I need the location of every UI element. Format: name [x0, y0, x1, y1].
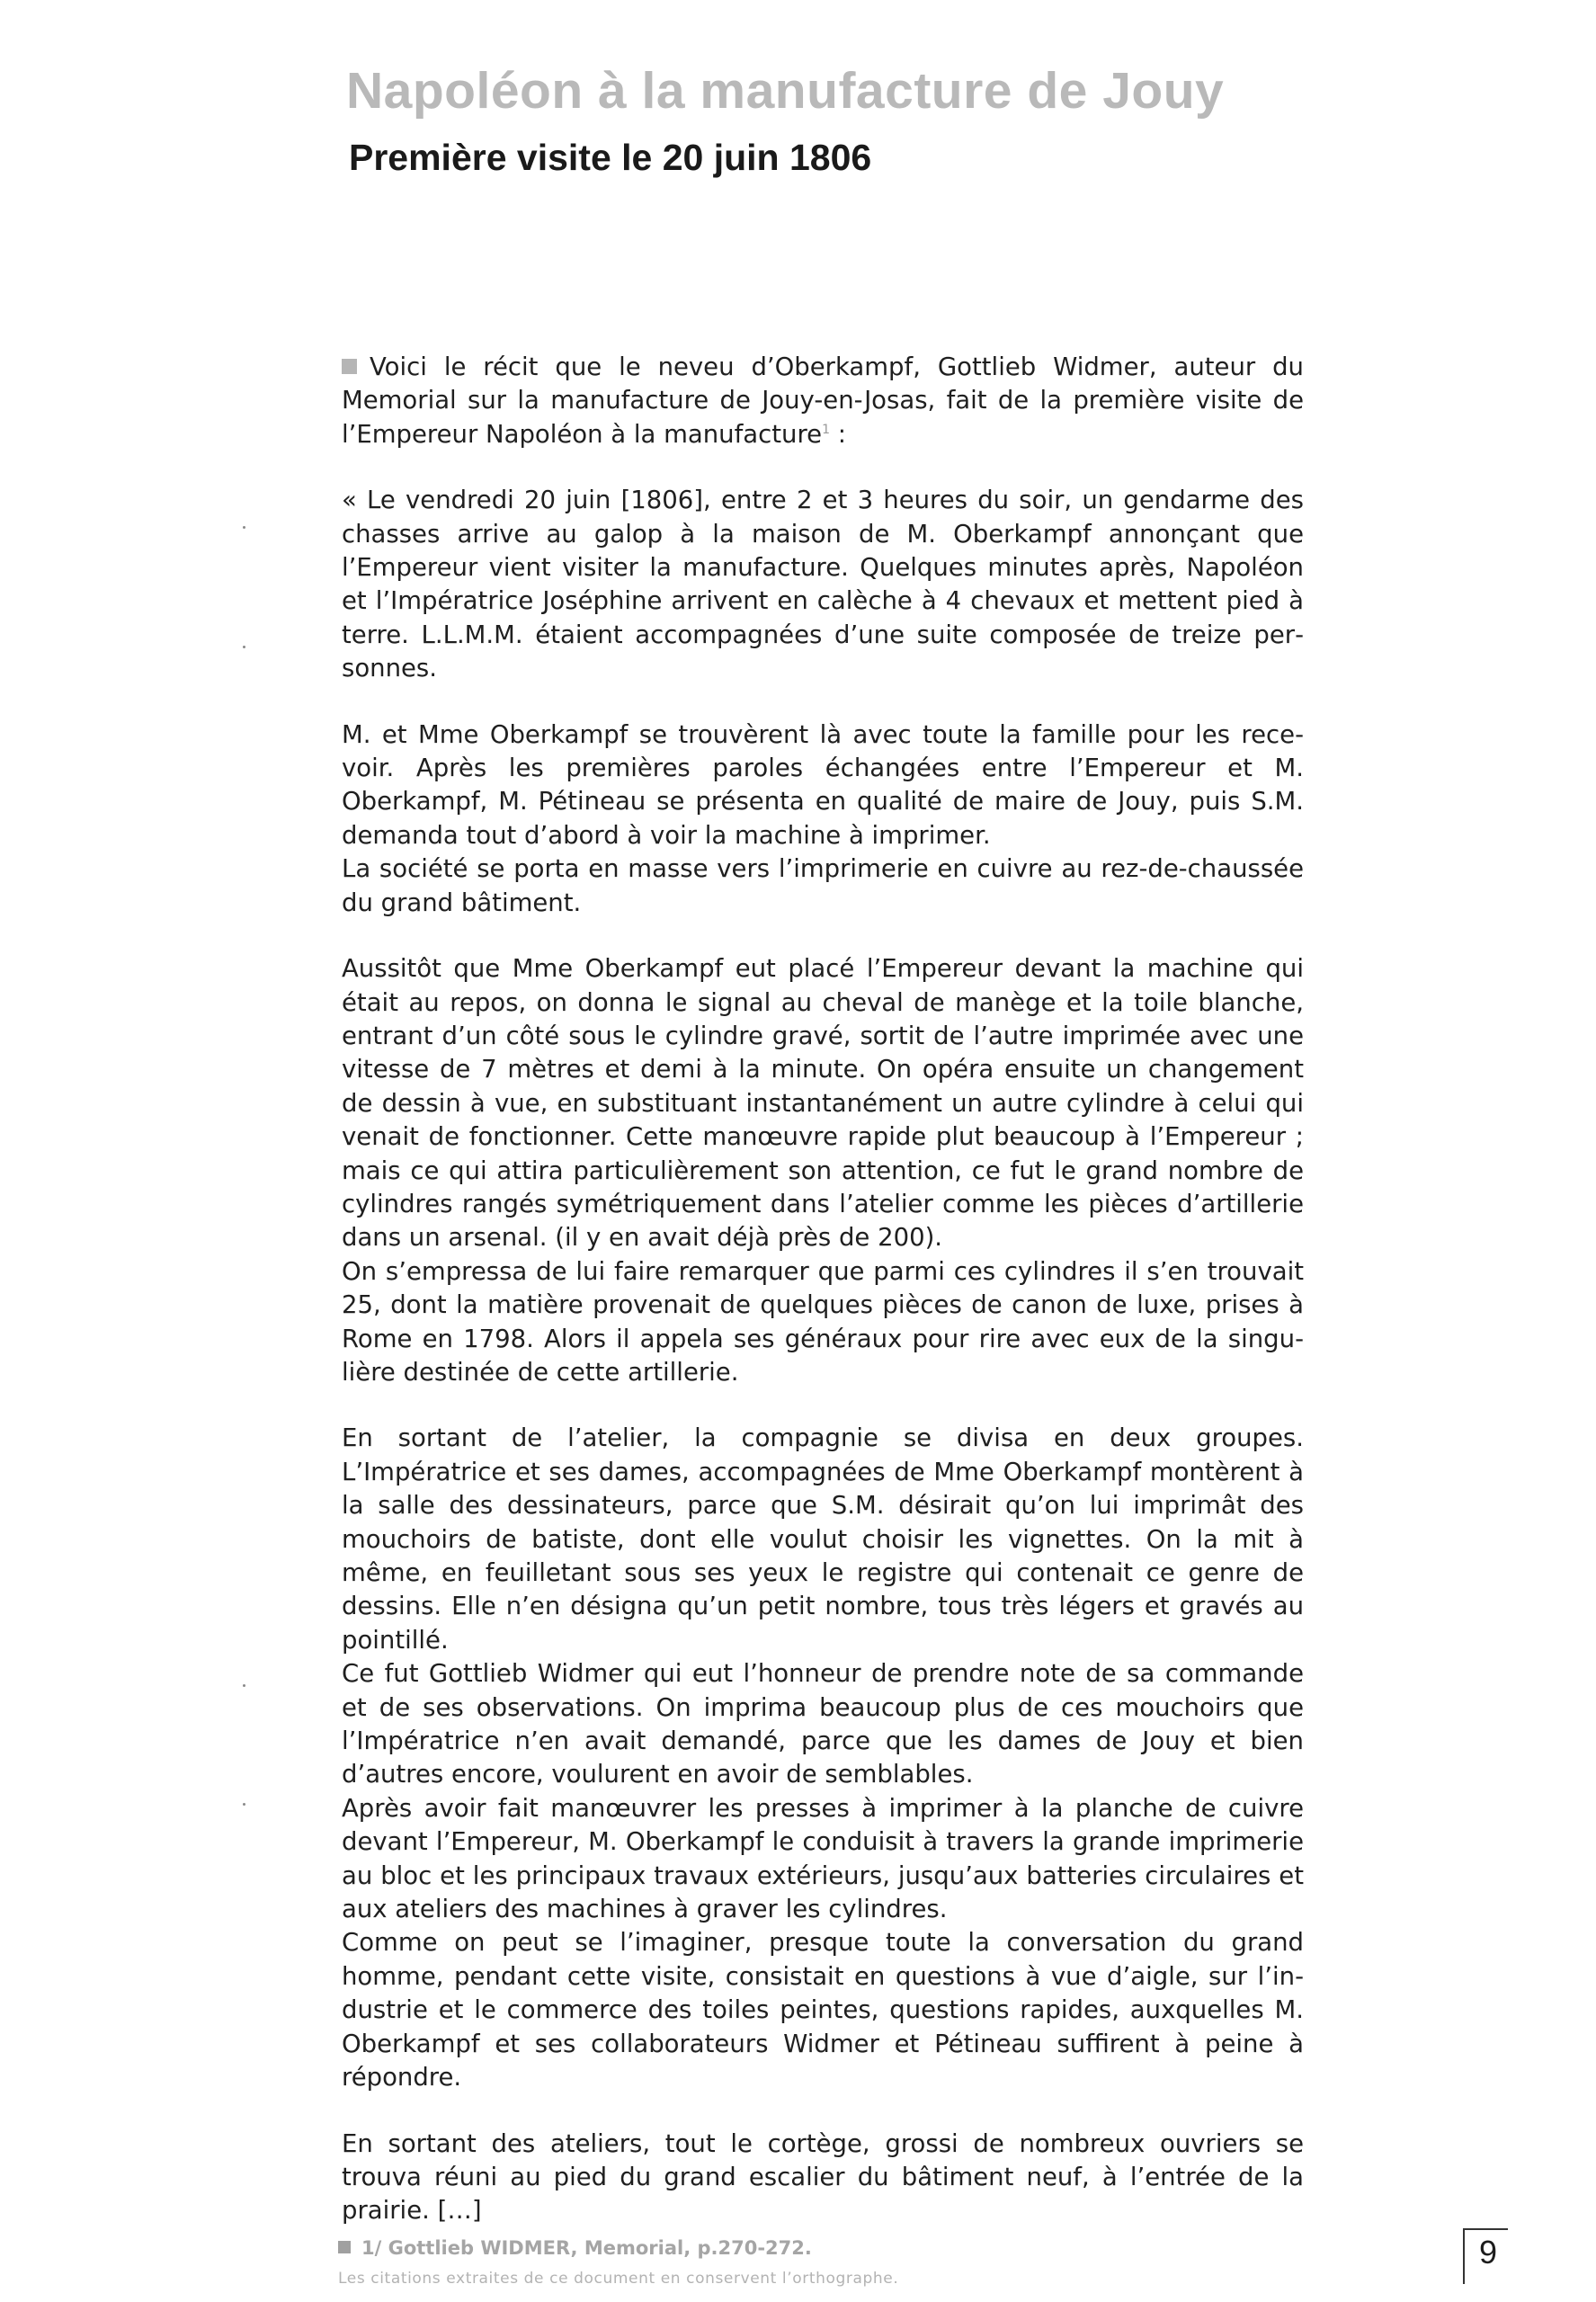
margin-dot: [243, 1684, 245, 1687]
page-title: Napoléon à la manufacture de Jouy: [346, 62, 1225, 120]
margin-dot: [243, 646, 245, 648]
intro-paragraph: [342, 351, 1304, 451]
page-number: 9: [1463, 2228, 1508, 2284]
margin-dot: [243, 526, 245, 529]
article-body: [342, 351, 1304, 2261]
quote-paragraph-6: En sortant de l’atelier, la compagnie se divisa en deux groupes. L’Impératrice et ses dames, accompagnées de Mme Oberkampf montèrent à la salle des dessinateurs, parce que S.M. désirait qu’on lui imprimât des mouchoirs de batiste, dont elle voulut choisir les vignettes. On la mit à même, en feuilletant sous ses yeux le registre qui contenait ce genre de dessins. Elle n’en désigna qu’un petit nombre, tous très légers et gravés au pointillé.: [342, 1423, 1304, 1655]
quote-paragraph-10: En sortant des ateliers, tout le cortège, grossi de nombreux ouvriers se trouva réuni au pied du grand escalier du bâtiment neuf, à l’entrée de la prairie. […]: [342, 2128, 1304, 2226]
footnote: [338, 2237, 812, 2259]
square-bullet-icon: [342, 359, 357, 374]
quote-paragraph-7: Ce fut Gottlieb Widmer qui eut l’honneur de prendre note de sa commande et de ses observations. On imprima beaucoup plus de ces mouchoirs que l’Impératrice n’en avait demandé, parce que les dames de Jouy et bien d’autres encore, voulurent en avoir de semblables.: [342, 1659, 1304, 1789]
margin-dot: [243, 1803, 245, 1806]
footnote-reference: 1: [822, 422, 831, 437]
quote-paragraph-5: On s’empressa de lui faire remarquer que parmi ces cylindres il s’en trouvait 25, dont la matière provenait de quelques pièces de canon de luxe, prises à Rome en 1798. Alors il appela ses généraux pour rire avec eux de la singulière destinée de cette artillerie.: [342, 1256, 1304, 1387]
quote-paragraph-2: M. et Mme Oberkampf se trouvèrent là avec toute la famille pour les recevoir. Après les premières paroles échangées entre l’Empereur et M. Oberkampf, M. Pétineau se présenta en qualité de maire de Jouy, puis S.M. demanda tout d’abord à voir la machine à imprimer.: [342, 719, 1304, 850]
footnote-text: 1/ Gottlieb WIDMER, Memorial, p.270-272.: [361, 2237, 812, 2259]
quote-paragraph-1: « Le vendredi 20 juin [1806], entre 2 et 3 heures du soir, un gendarme des chasses arrive au galop à la maison de M. Oberkampf annonçant que l’Empereur vient visiter la manufacture. Quelques minutes après, Napoléon et l’Impératrice Joséphine arrivent en calèche à 4 chevaux et mettent pied à terre. L.L.M.M. étaient accompagnées d’une suite composée de treize personnes.: [342, 486, 1304, 683]
page-subtitle: Première visite le 20 juin 1806: [349, 137, 872, 178]
intro-colon: :: [830, 419, 847, 449]
quote-paragraph-4: Aussitôt que Mme Oberkampf eut placé l’Empereur devant la machine qui était au repos, on donna le signal au cheval de manège et la toile blanche, entrant d’un côté sous le cylindre gravé, sortit de l’autre imprimée avec une vitesse de 7 mètres et demi à la minute. On opéra ensuite un changement de dessin à vue, en substituant instantanément un autre cylindre à celui qui venait de fonctionner. Cette manœuvre rapide plut beaucoup à l’Empereur ; mais ce qui attira particulièrement son attention, ce fut le grand nombre de cylindres rangés symétriquement dans l’atelier comme les pièces d’artillerie dans un arsenal. (il y en avait déjà près de 200).: [342, 954, 1304, 1253]
quote-paragraph-8: Après avoir fait manœuvrer les presses à imprimer à la planche de cuivre devant l’Empereur, M. Oberkampf le conduisit à travers la grande imprimerie au bloc et les principaux travaux extérieurs, jusqu’aux batteries circulaires et aux ateliers des machines à graver les cylindres.: [342, 1793, 1304, 1924]
square-bullet-icon: [338, 2241, 351, 2253]
quote-paragraph-9: Comme on peut se l’imaginer, presque toute la conversation du grand homme, pendant cette visite, consistait en questions à vue d’aigle, sur l’industrie et le commerce des toiles peintes, questions rapides, auxquelles M. Oberkampf et ses collaborateurs Widmer et Pétineau suffirent à peine à répondre.: [342, 1928, 1304, 2092]
quote-paragraph-3: La société se porta en masse vers l’imprimerie en cuivre au rez-de-chaussée du grand bâtiment.: [342, 854, 1304, 917]
intro-text: Voici le récit que le neveu d’Oberkampf, Gottlieb Widmer, auteur du Memorial sur la manufacture de Jouy-en-Josas, fait de la première visite de l’Empereur Napoléon à la manufacture: [342, 352, 1304, 449]
orthography-note: Les citations extraites de ce document en conservent l’orthographe.: [338, 2270, 899, 2288]
